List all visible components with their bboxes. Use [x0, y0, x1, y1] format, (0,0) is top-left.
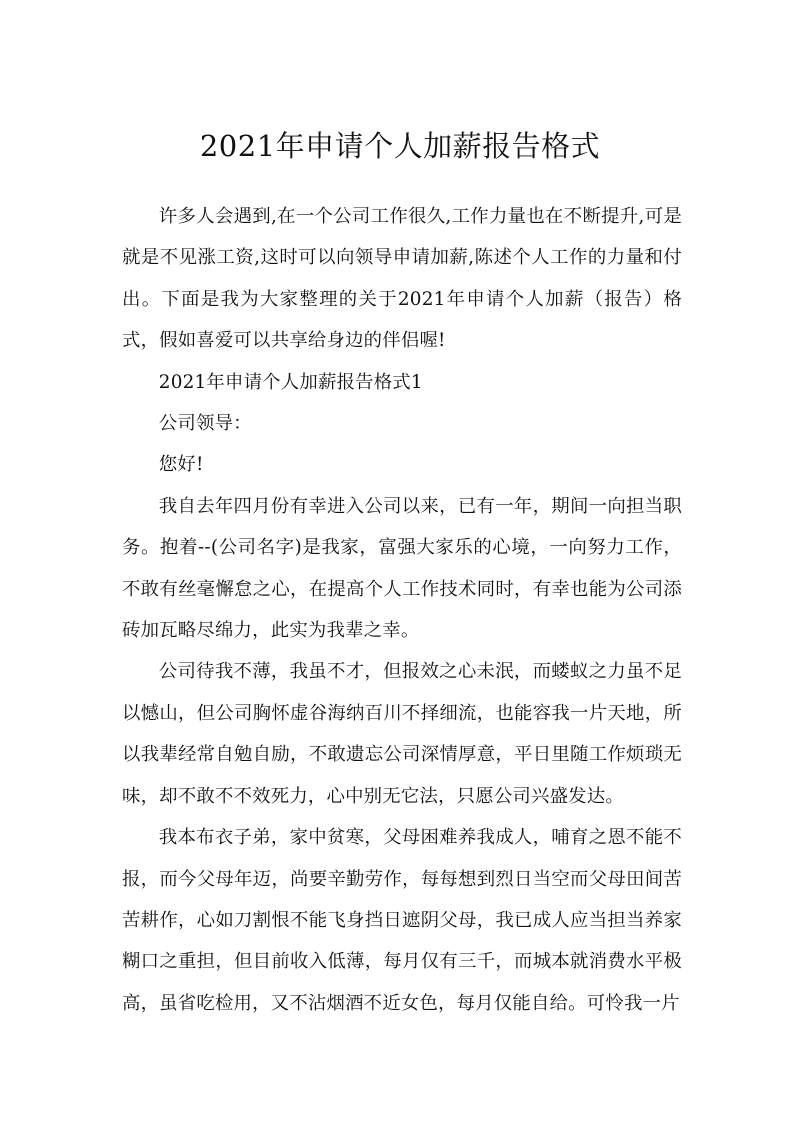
paragraph-body: 公司待我不薄，我虽不才，但报效之心未泯，而蝼蚁之力虽不足以憾山，但公司胸怀虚谷海纳百川不择细流，也能容我一片天地，所以我辈经常自勉自励，不敢遗忘公司深情厚意，平日里随工作烦琐无味，却不敢不不效死力，心中别无它法，只愿公司兴盛发达。: [122, 661, 682, 807]
section-heading: 2021年申请个人加薪报告格式1: [158, 371, 423, 393]
paragraph-body: 我本布衣子弟，家中贫寒，父母困难养我成人，哺育之恩不能不报，而今父母年迈，尚要辛勤劳作，每每想到烈日当空而父母田间苦苦耕作，心如刀割恨不能飞身挡日遮阴父母，我已成人应当担当养家糊口之重担，但目前收入低薄，每月仅有三千，而城本就消费水平极高，虽省吃检用，又不沾烟酒不近女色，每月仅能自给。可怜我一片: [122, 827, 682, 1014]
paragraph-body: 我自去年四月份有幸进入公司以来，已有一年，期间一向担当职务。抱着--(公司名字)是我家，富强大家乐的心境，一向努力工作，不敢有丝毫懈怠之心，在提高个人工作技术同时，有幸也能为公司添砖加瓦略尽绵力，此实为我辈之幸。: [122, 495, 682, 642]
paragraph-intro: 许多人会遇到,在一个公司工作很久,工作力量也在不断提升,可是就是不见涨工资,这时可以向领导申请加薪,陈述个人工作的力量和付出。下面是我为大家整理的关于2021年申请个人加薪（报告）格式，假如喜爱可以共享给身边的伴侣喔!: [122, 206, 682, 352]
document-title: 2021年申请个人加薪报告格式: [199, 129, 601, 163]
greeting: 您好!: [158, 454, 204, 476]
document-body: [122, 196, 682, 1024]
salutation: 公司领导：: [158, 413, 252, 435]
